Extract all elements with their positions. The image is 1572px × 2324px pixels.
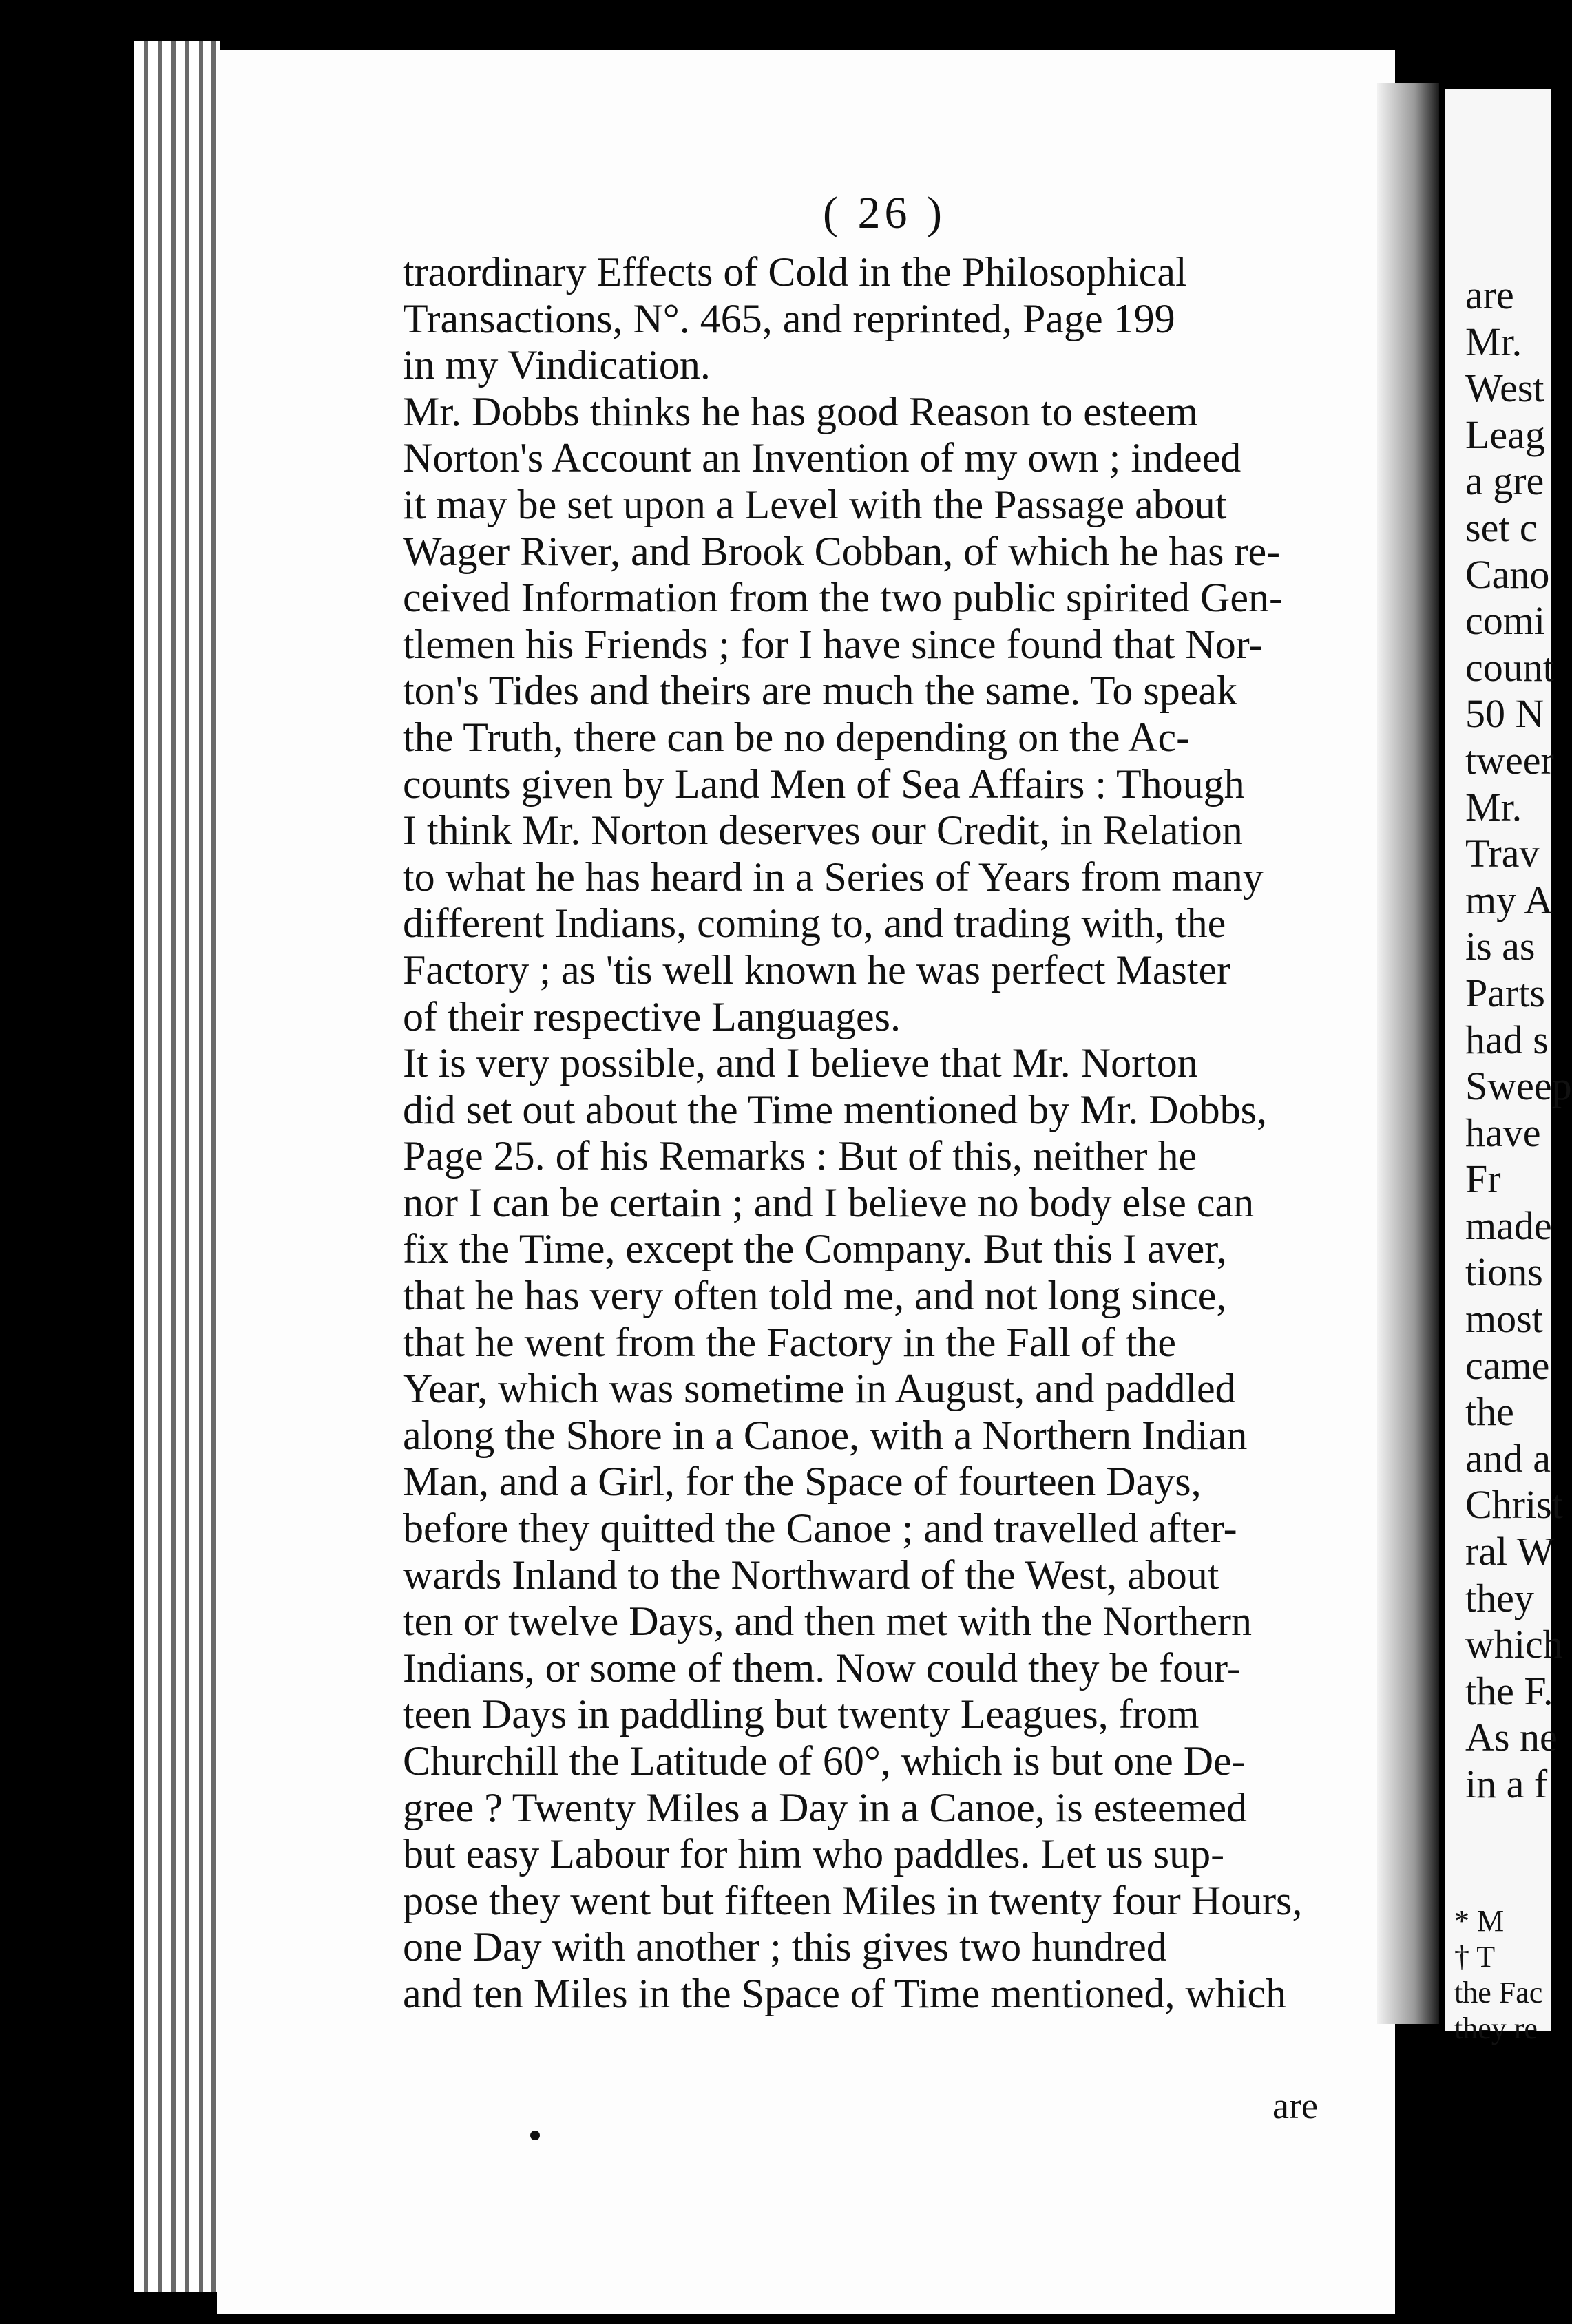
text-line: traordinary Effects of Cold in the Philosophical	[403, 249, 1187, 295]
text-line-fragment: came	[1465, 1342, 1550, 1388]
text-line: Indians, or some of them. Now could they be four-	[403, 1645, 1241, 1691]
text-line: before they quitted the Canoe ; and travelled after-	[403, 1506, 1237, 1552]
text-line-fragment: Mr.	[1465, 319, 1522, 364]
text-line-fragment: set c	[1465, 505, 1538, 550]
text-line: tlemen his Friends ; for I have since found that Nor-	[403, 621, 1263, 667]
text-line: Man, and a Girl, for the Space of fourteen Days,	[403, 1459, 1202, 1505]
text-line-fragment: As ne	[1465, 1715, 1558, 1760]
footnote-fragment: * M	[1454, 1904, 1505, 1938]
text-line-fragment: Cano	[1465, 551, 1550, 597]
text-line-fragment: have	[1465, 1110, 1541, 1155]
text-line: It is very possible, and I believe that Mr. Norton	[403, 1040, 1198, 1086]
text-line: Norton's Account an Invention of my own ; indeed	[403, 435, 1241, 481]
text-line: that he went from the Factory in the Fall of the	[403, 1319, 1177, 1365]
text-line: the Truth, there can be no depending on the Ac-	[403, 714, 1191, 760]
ink-dot-mark	[530, 2131, 540, 2140]
text-line-fragment: tions	[1465, 1249, 1543, 1295]
text-line: fix the Time, except the Company. But this I aver,	[403, 1226, 1227, 1272]
text-line: Churchill the Latitude of 60°, which is but one De-	[403, 1738, 1246, 1784]
text-line: Page 25. of his Remarks : But of this, neither he	[403, 1133, 1197, 1179]
text-line-fragment: Leag	[1465, 412, 1545, 457]
text-line-fragment: the	[1465, 1389, 1514, 1435]
right-page-text	[1465, 272, 1572, 1808]
text-line: I think Mr. Norton deserves our Credit, in Relation	[403, 807, 1243, 854]
text-line: and ten Miles in the Space of Time mentioned, which	[403, 1970, 1287, 2016]
text-line-fragment: had s	[1465, 1017, 1549, 1062]
text-line: in my Vindication.	[403, 342, 711, 388]
text-line: wards Inland to the Northward of the West, about	[403, 1552, 1219, 1598]
text-line: Year, which was sometime in August, and paddled	[403, 1366, 1236, 1412]
left-page-text	[403, 249, 1360, 2018]
text-line: Transactions, N°. 465, and reprinted, Page 199	[403, 295, 1175, 341]
text-line-fragment: which	[1465, 1622, 1563, 1667]
text-line-fragment: comi	[1465, 598, 1545, 644]
text-line-fragment: Fr	[1465, 1156, 1501, 1202]
text-line: ton's Tides and theirs are much the same. To speak	[403, 668, 1237, 714]
text-line-fragment: is as	[1465, 924, 1536, 969]
text-line-fragment: tweer	[1465, 737, 1554, 783]
footnote-fragment: † T	[1454, 1940, 1496, 1974]
text-line: Mr. Dobbs thinks he has good Reason to esteem	[403, 388, 1198, 434]
text-line: nor I can be certain ; and I believe no body else can	[403, 1179, 1255, 1225]
text-line-fragment: Sweep	[1465, 1064, 1572, 1109]
text-line: teen Days in paddling but twenty Leagues, from	[403, 1691, 1199, 1737]
page-number: ( 26 )	[823, 188, 946, 238]
text-line: that he has very often told me, and not long since,	[403, 1273, 1227, 1319]
text-line-fragment: and a	[1465, 1435, 1551, 1481]
text-line-fragment: Parts	[1465, 970, 1545, 1015]
text-line-fragment: 50 N	[1465, 691, 1544, 737]
book-gutter	[1377, 83, 1439, 2024]
page-edges-left	[134, 41, 220, 2292]
text-line-fragment: Mr.	[1465, 784, 1522, 830]
text-line: but easy Labour for him who paddles. Let us sup-	[403, 1831, 1225, 1877]
text-line: did set out about the Time mentioned by Mr. Dobbs,	[403, 1086, 1267, 1132]
text-line-fragment: most	[1465, 1296, 1543, 1342]
text-line: different Indians, coming to, and trading with, the	[403, 900, 1226, 947]
text-line-fragment: my A	[1465, 877, 1553, 922]
catchword: are	[1272, 2085, 1318, 2126]
text-line-fragment: a gre	[1465, 458, 1544, 504]
text-line: counts given by Land Men of Sea Affairs : Though	[403, 761, 1245, 807]
text-line-fragment: made	[1465, 1203, 1552, 1248]
right-page-footnotes	[1454, 1903, 1542, 2047]
text-line: ten or twelve Days, and then met with the Northern	[403, 1598, 1252, 1645]
text-line: along the Shore in a Canoe, with a Northern Indian	[403, 1412, 1248, 1458]
text-line: to what he has heard in a Series of Years from many	[403, 854, 1264, 900]
text-line: it may be set upon a Level with the Passage about	[403, 481, 1227, 527]
text-line-fragment: they	[1465, 1575, 1534, 1620]
footnote-fragment: the Fac	[1454, 1976, 1543, 2009]
text-line-fragment: count	[1465, 644, 1554, 690]
text-line-fragment: ral W	[1465, 1529, 1555, 1574]
text-line: Wager River, and Brook Cobban, of which he has re-	[403, 528, 1281, 574]
text-line-fragment: the F.	[1465, 1668, 1553, 1713]
text-line-fragment: are	[1465, 273, 1514, 317]
text-line-fragment: Christ	[1465, 1482, 1563, 1528]
text-line-fragment: in a f	[1465, 1762, 1548, 1806]
text-line-fragment: Trav	[1465, 831, 1540, 876]
text-line: one Day with another ; this gives two hundred	[403, 1924, 1167, 1970]
text-line: gree ? Twenty Miles a Day in a Canoe, is esteemed	[403, 1784, 1247, 1830]
text-line: of their respective Languages.	[403, 993, 901, 1039]
text-line-fragment: West	[1465, 366, 1544, 411]
text-line: pose they went but fifteen Miles in twenty four Hours,	[403, 1877, 1303, 1923]
footnote-fragment: they re	[1454, 2011, 1538, 2045]
text-line: Factory ; as 'tis well known he was perfect Master	[403, 947, 1231, 993]
text-line: ceived Information from the two public spirited Gen-	[403, 575, 1283, 621]
